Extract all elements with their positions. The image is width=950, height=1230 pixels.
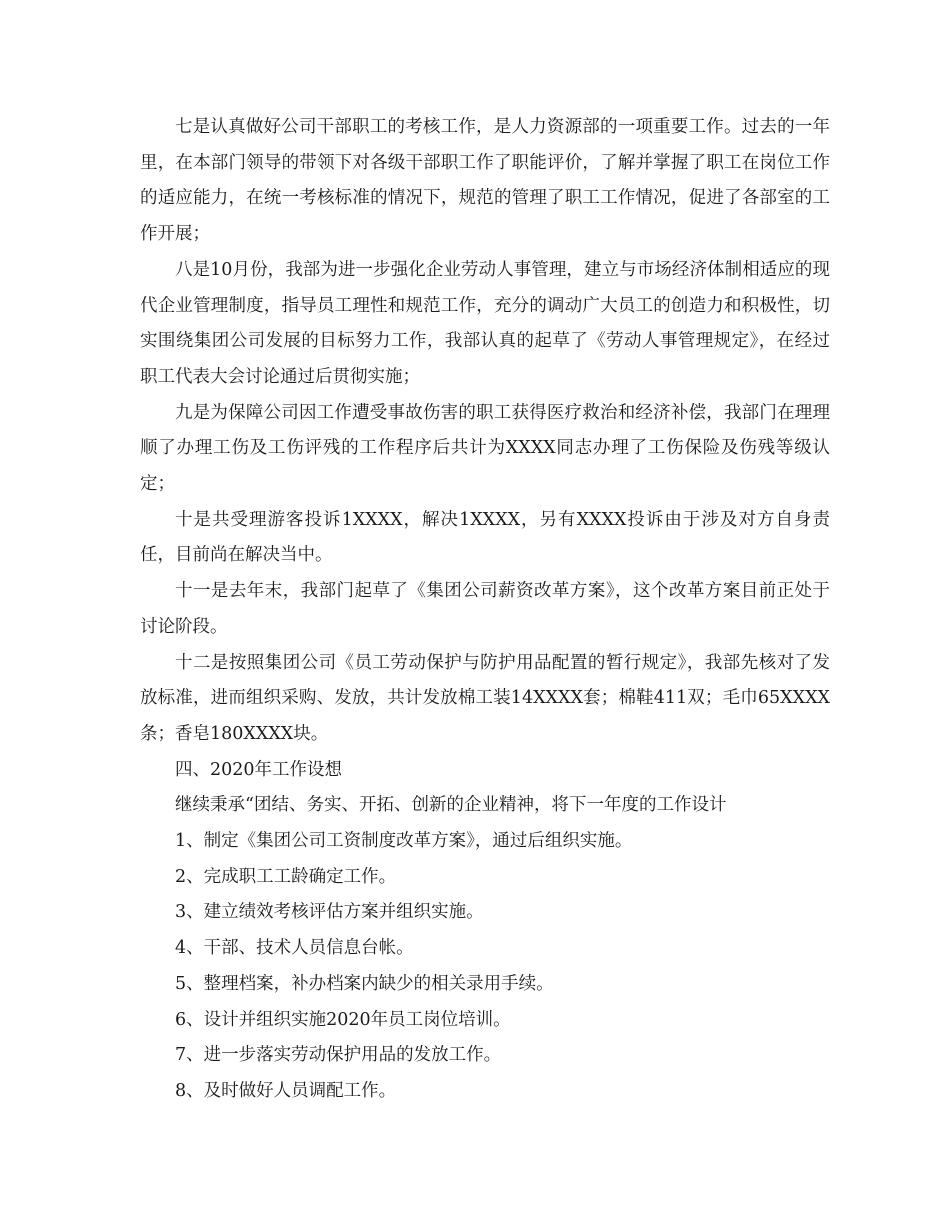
- plan-item-6: 6、设计并组织实施2020年员工岗位培训。: [175, 1009, 511, 1030]
- section-heading-2020-plan: 四、2020年工作设想: [175, 759, 343, 780]
- paragraph-item-9-work-injury: 九是为保障公司因工作遭受事故伤害的职工获得医疗救治和经济补偿，我部门在理理顺了办理工伤及工伤评残的工作程序后共计为XXXX同志办理了工伤保险及伤残等级认定；: [140, 402, 830, 495]
- paragraph-item-7-assessment: 七是认真做好公司干部职工的考核工作，是人力资源部的一项重要工作。过去的一年里，在本部门领导的带领下对各级干部职工作了职能评价，了解并掌握了职工在岗位工作的适应能力，在统一考核标准的情况下，规范的管理了职工工作情况，促进了各部室的工作开展；: [140, 117, 830, 245]
- plan-item-2: 2、完成职工工龄确定工作。: [175, 866, 397, 887]
- plan-item-7: 7、进一步落实劳动保护用品的发放工作。: [175, 1045, 502, 1066]
- document-body: [140, 110, 830, 1110]
- paragraph-item-10-complaints: 十是共受理游客投诉1XXXX，解决1XXXX，另有XXXX投诉由于涉及对方自身责任，目前尚在解决当中。: [140, 509, 830, 566]
- plan-item-3: 3、建立绩效考核评估方案并组织实施。: [175, 902, 484, 923]
- plan-item-8: 8、及时做好人员调配工作。: [175, 1080, 397, 1101]
- paragraph-plan-intro: 继续秉承“团结、务实、开拓、创新的企业精神，将下一年度的工作设计: [175, 795, 727, 816]
- paragraph-item-11-salary-reform: 十一是去年末，我部门起草了《集团公司薪资改革方案》，这个改革方案目前正处于讨论阶段。: [140, 581, 830, 637]
- paragraph-item-8-personnel-rules: 八是10月份，我部为进一步强化企业劳动人事管理，建立与市场经济体制相适应的现代企业管理制度，指导员工理性和规范工作，充分的调动广大员工的创造力和积极性，切实围绕集团公司发展的目标努力工作，我部认真的起草了《劳动人事管理规定》，在经过职工代表大会讨论通过后贯彻实施；: [140, 259, 830, 387]
- plan-item-5: 5、整理档案，补办档案内缺少的相关录用手续。: [175, 973, 554, 994]
- plan-item-4: 4、干部、技术人员信息台帐。: [175, 938, 414, 959]
- paragraph-item-12-protective-supplies: 十二是按照集团公司《员工劳动保护与防护用品配置的暂行规定》，我部先核对了发放标准，进而组织采购、发放，共计发放棉工装14XXXX套；棉鞋411双；毛巾65XXXX条；香皂180XXXX块。: [140, 652, 830, 744]
- plan-item-1: 1、制定《集团公司工资制度改革方案》，通过后组织实施。: [175, 831, 633, 852]
